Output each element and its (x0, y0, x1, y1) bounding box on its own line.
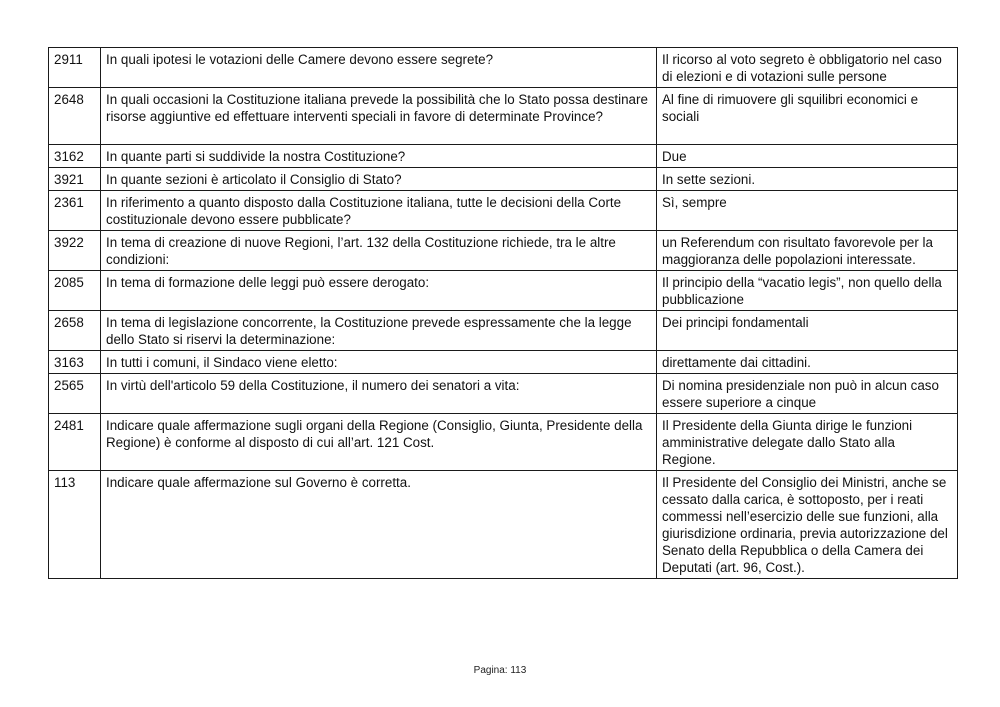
question-id: 2648 (49, 88, 101, 145)
question-text: In riferimento a quanto disposto dalla Costituzione italiana, tutte le decisioni della Corte costituzionale devono essere pubblicate? (101, 191, 657, 231)
question-text: In quante parti si suddivide la nostra Costituzione? (101, 145, 657, 168)
answer-text: Sì, sempre (657, 191, 958, 231)
answer-text: In sette sezioni. (657, 168, 958, 191)
question-text: In tema di creazione di nuove Regioni, l’art. 132 della Costituzione richiede, tra le altre condizioni: (101, 231, 657, 271)
table-row (49, 414, 958, 471)
table-row (49, 311, 958, 351)
question-text: In tutti i comuni, il Sindaco viene eletto: (101, 351, 657, 374)
page-number: Pagina: 113 (473, 665, 527, 676)
table-row (49, 48, 958, 88)
question-text: In quali occasioni la Costituzione italiana prevede la possibilità che lo Stato possa destinare risorse aggiuntive ed effettuare interventi speciali in favore di determinate Province? (101, 88, 657, 145)
question-id: 3163 (49, 351, 101, 374)
question-text: In quali ipotesi le votazioni delle Camere devono essere segrete? (101, 48, 657, 88)
answer-text: Al fine di rimuovere gli squilibri economici e sociali (657, 88, 958, 145)
answer-text: un Referendum con risultato favorevole per la maggioranza delle popolazioni interessate. (657, 231, 958, 271)
table-row (49, 191, 958, 231)
table-row (49, 374, 958, 414)
question-id: 2658 (49, 311, 101, 351)
question-id: 2565 (49, 374, 101, 414)
answer-text: Il principio della “vacatio legis”, non quello della pubblicazione (657, 271, 958, 311)
question-text: In virtù dell'articolo 59 della Costituzione, il numero dei senatori a vita: (101, 374, 657, 414)
question-id: 2911 (49, 48, 101, 88)
question-text: Indicare quale affermazione sugli organi della Regione (Consiglio, Giunta, Presidente della Regione) è conforme al disposto di cui all’art. 121 Cost. (101, 414, 657, 471)
table-row (49, 168, 958, 191)
question-text: Indicare quale affermazione sul Governo è corretta. (101, 471, 657, 579)
answer-text: Il Presidente della Giunta dirige le funzioni amministrative delegate dallo Stato alla Regione. (657, 414, 958, 471)
qa-table (48, 47, 958, 579)
answer-text: direttamente dai cittadini. (657, 351, 958, 374)
question-id: 3921 (49, 168, 101, 191)
question-id: 3922 (49, 231, 101, 271)
answer-text: Di nomina presidenziale non può in alcun caso essere superiore a cinque (657, 374, 958, 414)
answer-text: Due (657, 145, 958, 168)
question-id: 2481 (49, 414, 101, 471)
question-id: 3162 (49, 145, 101, 168)
table-row (49, 145, 958, 168)
question-id: 2361 (49, 191, 101, 231)
table-row (49, 351, 958, 374)
question-id: 113 (49, 471, 101, 579)
question-id: 2085 (49, 271, 101, 311)
table-row (49, 271, 958, 311)
answer-text: Il ricorso al voto segreto è obbligatorio nel caso di elezioni e di votazioni sulle persone (657, 48, 958, 88)
table-row (49, 88, 958, 145)
table-row (49, 471, 958, 579)
question-text: In tema di legislazione concorrente, la Costituzione prevede espressamente che la legge dello Stato si riservi la determinazione: (101, 311, 657, 351)
question-text: In quante sezioni è articolato il Consiglio di Stato? (101, 168, 657, 191)
answer-text: Il Presidente del Consiglio dei Ministri, anche se cessato dalla carica, è sottoposto, per i reati commessi nell’esercizio delle sue funzioni, alla giurisdizione ordinaria, previa autorizzazione del Senato della Repubblica o della Camera dei Deputati (art. 96, Cost.). (657, 471, 958, 579)
table-row (49, 231, 958, 271)
answer-text: Dei principi fondamentali (657, 311, 958, 351)
question-text: In tema di formazione delle leggi può essere derogato: (101, 271, 657, 311)
